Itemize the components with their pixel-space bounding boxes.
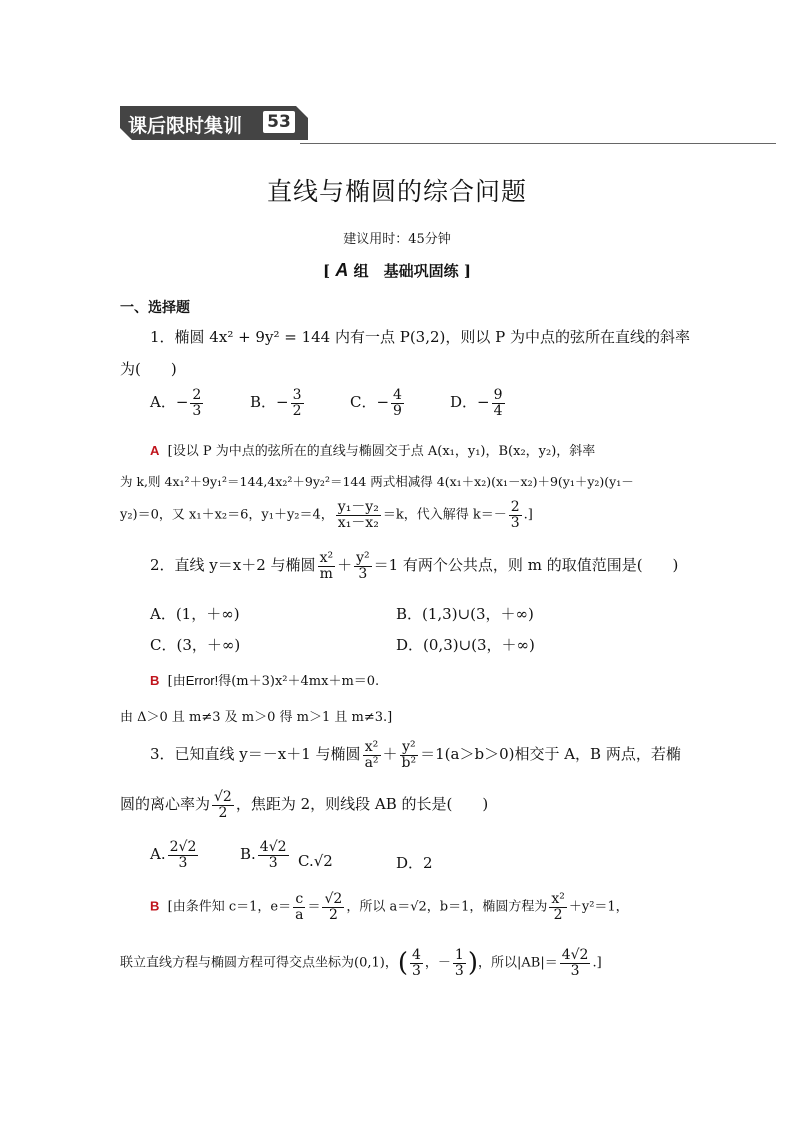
q1-option-c: C．− $\frac{4}{9}$ — [350, 387, 402, 419]
q3-stem-line1: 3．已知直线 y＝－x＋1 与椭圆 $\frac{\text{x²}}{\text{a²}}$ ＋ $\frac{\text{y²}}{\text{b²}}$ ＝1(a＞b＞0)相交于 A，B 两点，若椭 — [150, 739, 681, 771]
group-label — [0, 260, 794, 281]
q2-option-c: C．(3，＋∞) — [150, 636, 241, 654]
q2-solution-line2: 由 Δ＞0 且 m≠3 及 m＞0 得 m＞1 且 m≠3.] — [120, 710, 393, 725]
group-bracket-open: [ — [323, 262, 331, 280]
q1-option-b: B．− $\frac{3}{2}$ — [250, 387, 302, 419]
q1-option-d: D．− $\frac{9}{4}$ — [450, 387, 503, 419]
page-title: 直线与椭圆的综合问题 — [266, 177, 527, 206]
q2-stem: 2．直线 y＝x＋2 与椭圆 $\frac{\text{x²}}{m}$ ＋ $\frac{\text{y²}}{3}$ ＝1 有两个公共点，则 m 的取值范围是( ) — [150, 550, 679, 582]
q2-option-d: D．(0,3)∪(3，＋∞) — [396, 636, 535, 654]
q3-option-d: D．2 — [396, 854, 433, 872]
badge-label: 课后限时集训 — [128, 115, 243, 137]
time-note: 建议用时：45分钟 — [343, 232, 451, 247]
group-letter: A — [335, 260, 349, 280]
header-rule — [300, 143, 776, 144]
group-bracket-close: ] — [463, 262, 471, 280]
q2-solution-line1: B [由Error!得(m＋3)x²＋4mx＋m＝0. — [150, 673, 380, 689]
q1-solution-line1: A [设以 P 为中点的弦所在的直线与椭圆交于点 A(x₁，y₁)，B(x₂，y₂)，斜率 — [150, 443, 596, 459]
q3-option-c: C.√2 — [298, 852, 333, 870]
q1-solution-line2: 为 k,则 4x₁²＋9y₁²＝144,4x₂²＋9y₂²＝144 两式相减得 4(x₁＋x₂)(x₁－x₂)＋9(y₁＋y₂)(y₁－ — [120, 474, 634, 489]
q3-solution-line2: 联立直线方程与椭圆方程可得交点坐标为(0,1)，( $\frac{4}{3}$ ，－ $\frac{1}{3}$ )，所以|AB|＝ $\frac{4√2}{3}$ .] — [120, 947, 602, 979]
q2-option-b: B．(1,3)∪(3，＋∞) — [396, 605, 534, 623]
q3-option-b: B. $\frac{4√2}{3}$ — [240, 839, 287, 871]
group-text: 组 基础巩固练 — [353, 262, 459, 280]
q1-stem-line2: 为( ) — [120, 360, 177, 378]
badge-number: 53 — [263, 111, 295, 133]
q1-option-a: A．− $\frac{2}{3}$ — [150, 387, 202, 419]
q1-answer: A — [150, 443, 160, 458]
q2-answer: B — [150, 673, 160, 688]
q3-answer: B — [150, 898, 160, 914]
q1-stem-line1: 1．椭圆 4x² + 9y² = 144 内有一点 P(3,2)，则以 P 为中点的弦所在直线的斜率 — [150, 328, 691, 346]
q3-option-a: A. $\frac{2√2}{3}$ — [150, 839, 197, 871]
q3-solution-line1: B [由条件知 c＝1，e＝ $\frac{c}{a}$ ＝ $\frac{√2}{2}$ ，所以 a＝√2，b＝1，椭圆方程为 $\frac{\text{x²}}{2}$ ＋y²＝1， — [150, 891, 629, 923]
header-banner — [120, 106, 310, 140]
q1-solution-line3: y₂)＝0，又 x₁＋x₂＝6，y₁＋y₂＝4， $\frac{\text{y₁－y₂}}{\text{x₁－x₂}}$ ＝k，代入解得 k＝－ $\frac{2}{3}$ .] — [120, 499, 533, 531]
q2-option-a: A．(1，＋∞) — [150, 605, 240, 623]
section-title: 一、选择题 — [120, 300, 190, 316]
q3-stem-line2: 圆的离心率为 $\frac{√2}{2}$ ，焦距为 2，则线段 AB 的长是( ) — [120, 789, 489, 821]
